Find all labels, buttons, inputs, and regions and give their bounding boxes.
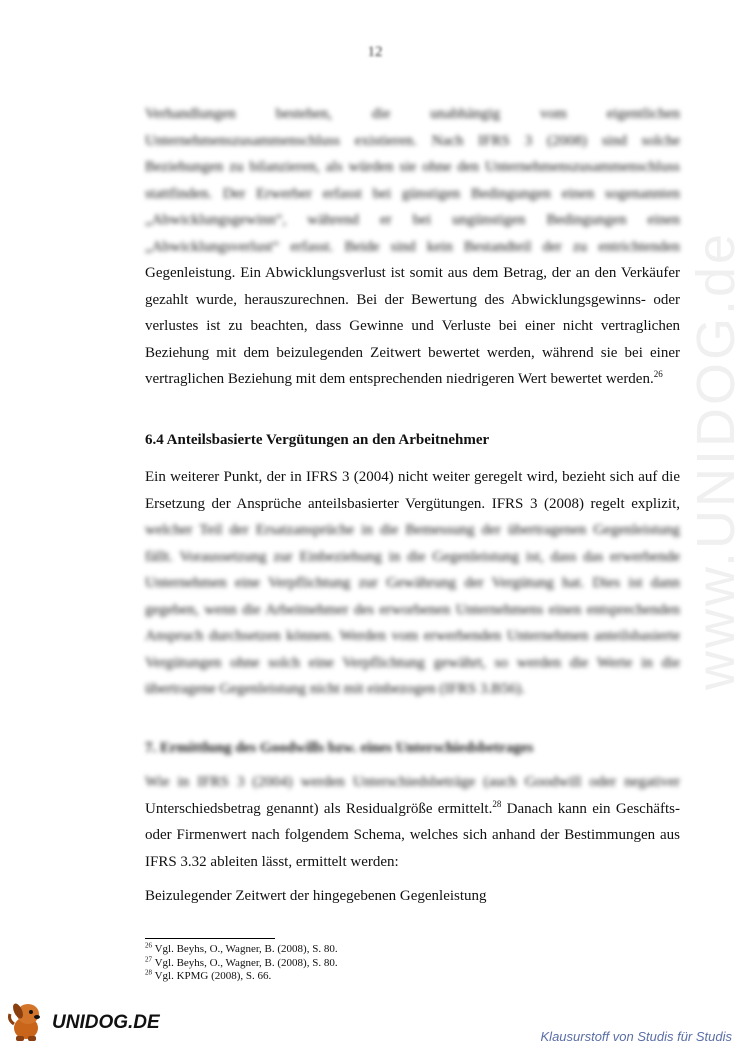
paragraph-share-based <box>145 464 680 703</box>
paragraph-text: Ein weiterer Punkt, der in IFRS 3 (2004) nicht weiter geregelt wird, bezieht sich auf die Ersetzung der Ansprüche anteilsbasierter Vergütungen. IFRS 3 (2008) regelt explizit, <box>145 469 680 512</box>
footnotes <box>145 943 680 984</box>
paragraph-text: Unterschiedsbetrag genannt) als Residualgröße ermittelt. <box>145 800 493 817</box>
unidog-logo[interactable] <box>6 998 176 1046</box>
footnote: $^{27}$ Vgl. Beyhs, O., Wagner, B. (2008), S. 80. <box>145 954 338 969</box>
logo-text: UNIDOG.DE <box>52 1012 160 1033</box>
dog-mascot-icon <box>6 998 50 1044</box>
footnote-ref: 26 <box>653 369 663 379</box>
slogan: Klausurstoff von Studis für Studis <box>540 1029 732 1044</box>
footnote-ref: 28 <box>492 798 502 809</box>
blurred-text: Wie in IFRS 3 (2004) werden Unterschiedsbeträge (auch Goodwill oder negativer <box>145 774 680 790</box>
schema-line: Beizulegender Zeitwert der hingegebenen Gegenleistung <box>145 888 487 904</box>
site-watermark: www.UNIDOG.de <box>686 230 746 690</box>
paragraph-text: Gegenleistung. Ein Abwicklungsverlust ist somit aus dem Betrag, der an den Verkäufer gezahlt wurde, herauszurechnen. Bei der Bewertung des Abwicklungsgewinns- oder verlustes ist zu beachten, dass Gewinne und Verluste bei einer nicht vertraglichen Beziehung mit dem beizulegenden Zeitwert bewertet werden, während sie bei einer vertraglichen Beziehung mit dem entsprechenden niedrigeren Wert bewertet werden. <box>145 265 680 387</box>
paragraph-text: Danach kann ein Geschäfts- oder Firmenwert nach folgendem Schema, welches sich anhand der Bestimmungen aus IFRS 3.32 ableiten lässt, ermittelt werden: <box>145 800 680 870</box>
footnote-divider <box>145 938 275 939</box>
paragraph-goodwill <box>145 769 680 875</box>
page-number: 12 <box>367 44 383 60</box>
blurred-text: Verhandlungen bestehen, die unabhängig vom eigentlichen Unternehmenszusammenschluss existieren. Nach IFRS 3 (2008) sind solche Beziehungen zu bilanzieren, als würden sie ohne den Unternehmenszusammenschluss stattfinden. Der Erwerber erfasst bei günstigen Bedingungen einen sogenannten „Abwicklungsgewinn“, während er bei ungünstigen Bedingungen einen „Abwicklungsverlust“ erfasst. Beide sind kein Bestandteil der zu entrichtenden <box>145 106 680 255</box>
footnote: $^{28}$ Vgl. KPMG (2008), S. 66. <box>145 968 272 982</box>
footnote: $^{26}$ Vgl. Beyhs, O., Wagner, B. (2008), S. 80. <box>145 941 338 955</box>
blurred-text: welcher Teil der Ersatzansprüche in die Bemessung der übertragenen Gegenleistung fällt. Voraussetzung zur Einbeziehung in die Gegenleistung ist, dass das erwerbende Unternehmen eine Verpflichtung zur Gewährung der Vergütung hat. Dies ist dann gegeben, wenn die Arbeitnehmer des erworbenen Unternehmens einen entsprechenden Anspruch durchsetzen können. Werden vom erwerbenden Unternehmen anteilsbasierte Vergütungen ohne solch eine Verpflichtung gewährt, so werden die Werte in die übertragene Gegenleistung nicht mit einbezogen (IFRS 3.B56). <box>145 522 680 697</box>
paragraph-settlement <box>145 101 680 393</box>
section-heading-7: 7. Ermittlung des Goodwills bzw. eines Unterschiedsbetrages <box>145 740 534 756</box>
section-heading-6-4: 6.4 Anteilsbasierte Vergütungen an den Arbeitnehmer <box>145 432 490 448</box>
